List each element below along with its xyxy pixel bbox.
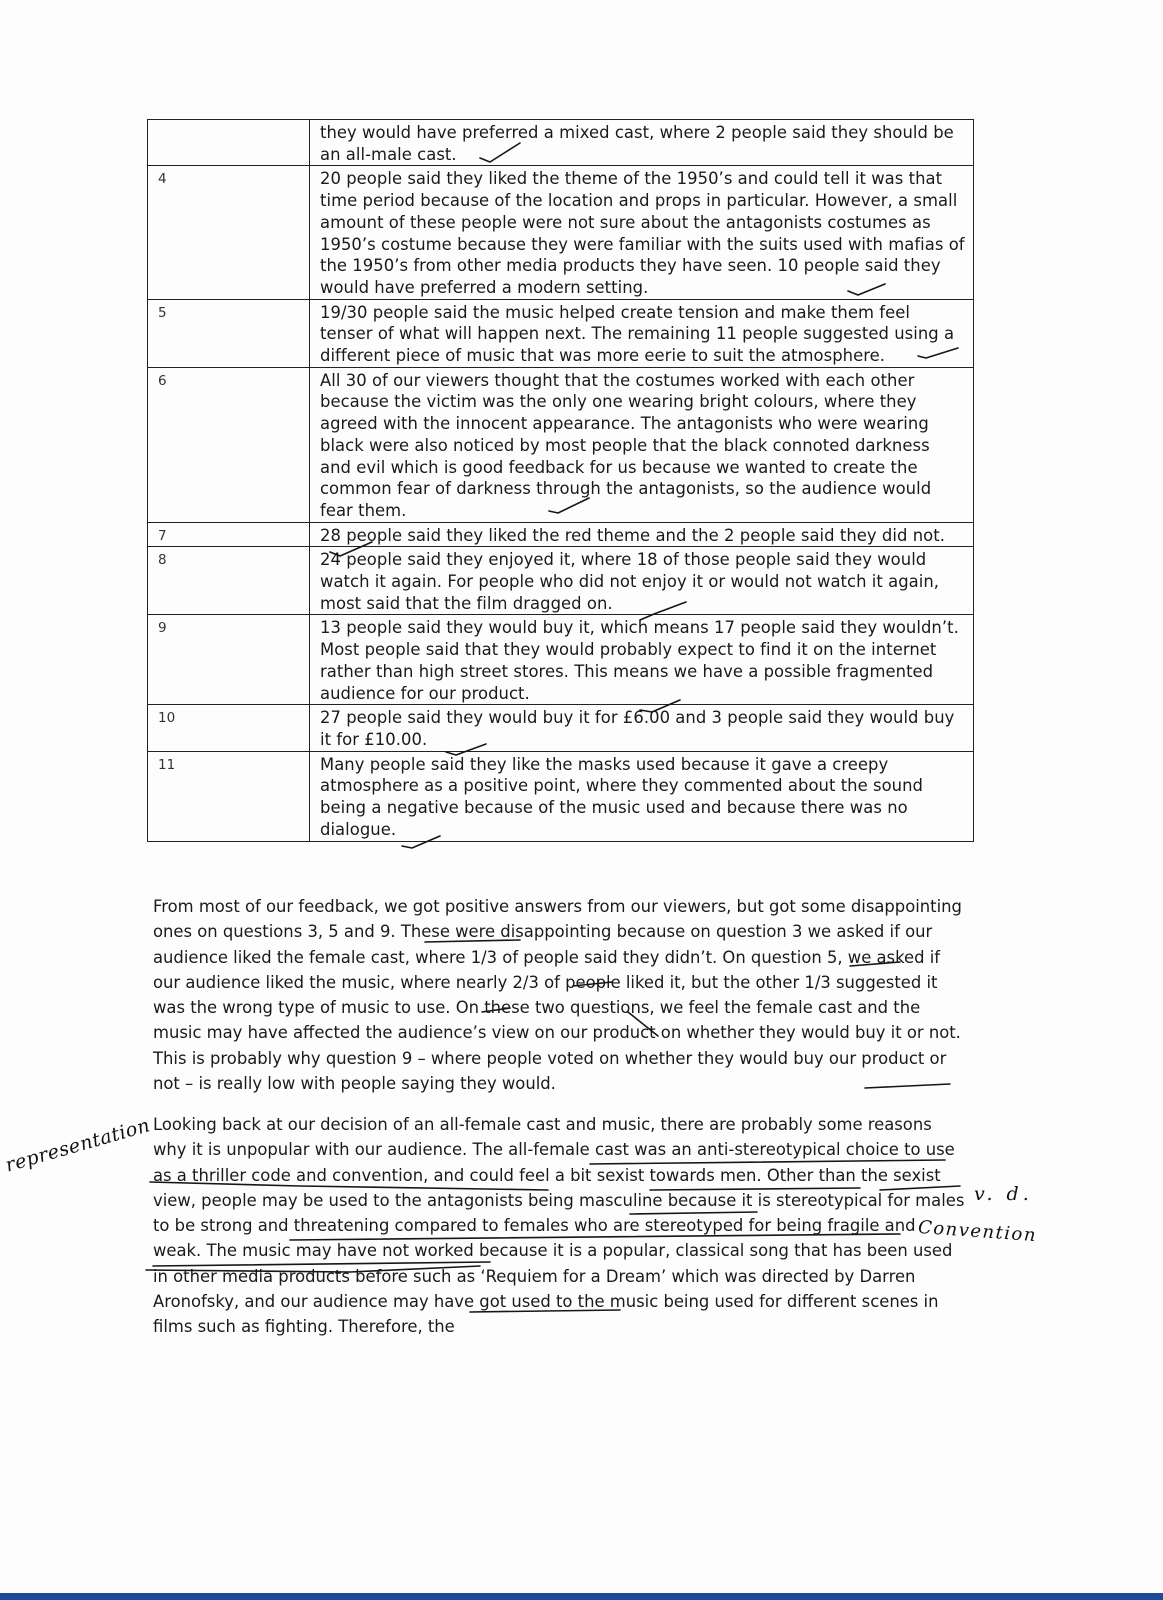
feedback-answer: 13 people said they would buy it, which means 17 people said they wouldn’t. Most people said that they would probably expect to find it on the internet rather than high street stores. This means we have a possible fragmented audience for our product. [310, 615, 974, 705]
table-row [148, 547, 974, 615]
feedback-answer: 28 people said they liked the red theme and the 2 people said they did not. [310, 522, 974, 547]
question-number: 5 [148, 299, 310, 367]
question-number: 9 [148, 615, 310, 705]
feedback-table [147, 119, 974, 842]
feedback-answer: All 30 of our viewers thought that the costumes worked with each other because the victim was the only one wearing bright colours, where they agreed with the innocent appearance. The antagonists who were wearing black were also noticed by most people that the black connoted darkness and evil which is good feedback for us because we wanted to create the common fear of darkness through the antagonists, so the audience would fear them. [310, 367, 974, 522]
handwritten-margin-note: representation [2, 1114, 153, 1177]
evaluation-paragraph: Looking back at our decision of an all-female cast and music, there are probably some reasons why it is unpopular with our audience. The all-female cast was an anti-stereotypical choice to use as a thriller code and convention, and could feel a bit sexist towards men. Other than the sexist view, people may be used to the antagonists being masculine because it is stereotypical for males to be strong and threatening compared to females who are stereotyped for being fragile and weak. The music may have not worked because it is a popular, classical song that has been used in other media products before such as ‘Requiem for a Dream’ which was directed by Darren Aronofsky, and our audience may have got used to the music being used for different scenes in films such as fighting. Therefore, the [153, 1115, 965, 1337]
question-number: 10 [148, 705, 310, 751]
question-number: 4 [148, 166, 310, 299]
feedback-answer: Many people said they like the masks used because it gave a creepy atmosphere as a positive point, where they commented about the sound being a negative because of the music used and because there was no dialogue. [310, 751, 974, 841]
question-number: 8 [148, 547, 310, 615]
table-row [148, 299, 974, 367]
handwritten-margin-note: Convention [917, 1216, 1038, 1247]
question-number [148, 120, 310, 166]
feedback-answer: 27 people said they would buy it for £6.00 and 3 people said they would buy it for £10.00. [310, 705, 974, 751]
question-number: 11 [148, 751, 310, 841]
table-row [148, 367, 974, 522]
scan-edge [0, 1593, 1163, 1600]
table-row [148, 120, 974, 166]
evaluation-paragraph: From most of our feedback, we got positive answers from our viewers, but got some disappointing ones on questions 3, 5 and 9. These were disappointing because on question 3 we asked if our audience liked the female cast, where 1/3 of people said they didn’t. On question 5, we asked if our audience liked the music, where nearly 2/3 of people liked it, but the other 1/3 suggested it was the wrong type of music to use. On these two questions, we feel the female cast and the music may have affected the audience’s view on our product on whether they would buy it or not. This is probably why question 9 – where people voted on whether they would buy our product or not – is really low with people saying they would. [153, 897, 962, 1094]
table-row [148, 166, 974, 299]
question-number: 6 [148, 367, 310, 522]
table-row [148, 705, 974, 751]
table-row [148, 615, 974, 705]
feedback-answer: they would have preferred a mixed cast, where 2 people said they should be an all-male cast. [310, 120, 974, 166]
table-row [148, 751, 974, 841]
feedback-answer: 19/30 people said the music helped create tension and make them feel tenser of what will happen next. The remaining 11 people suggested using a different piece of music that was more eerie to suit the atmosphere. [310, 299, 974, 367]
handwritten-margin-note: v. d. [974, 1183, 1033, 1205]
feedback-answer: 24 people said they enjoyed it, where 18 of those people said they would watch it again. For people who did not enjoy it or would not watch it again, most said that the film dragged on. [310, 547, 974, 615]
question-number: 7 [148, 522, 310, 547]
feedback-answer: 20 people said they liked the theme of the 1950’s and could tell it was that time period because of the location and props in particular. However, a small amount of these people were not sure about the antagonists costumes as 1950’s costume because they were familiar with the suits used with mafias of the 1950’s from other media products they have seen. 10 people said they would have preferred a modern setting. [310, 166, 974, 299]
table-row [148, 522, 974, 547]
